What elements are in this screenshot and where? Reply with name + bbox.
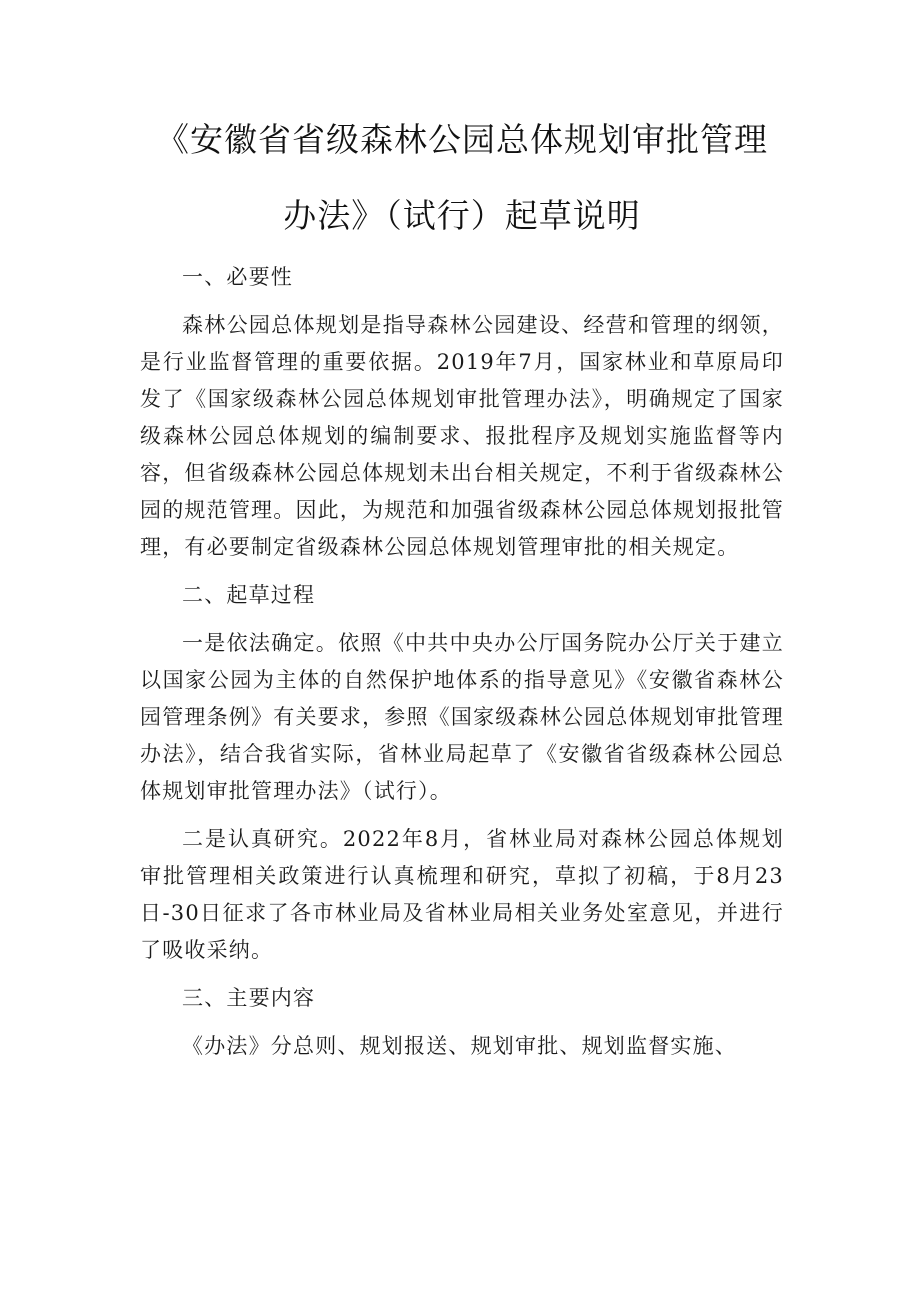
document-title-line-2: 办法》（试行）起草说明 bbox=[283, 196, 641, 235]
paragraph-drafting-research: 二是认真研究。2022年8月，省林业局对森林公园总体规划审批管理相关政策进行认真梳理和研究，草拟了初稿，于8月23日-30日征求了各市林业局及省林业局相关业务处室意见，并进行了吸收采纳。 bbox=[140, 827, 784, 962]
paragraph-drafting-basis: 一是依法确定。依照《中共中央办公厅国务院办公厅关于建立以国家公园为主体的自然保护地体系的指导意见》《安徽省森林公园管理条例》有关要求，参照《国家级森林公园总体规划审批管理办法》，结合我省实际，省林业局起草了《安徽省省级森林公园总体规划审批管理办法》（试行）。 bbox=[140, 631, 784, 803]
section-heading-drafting-process: 二、起草过程 bbox=[182, 583, 316, 607]
paragraph-necessity: 森林公园总体规划是指导森林公园建设、经营和管理的纲领，是行业监督管理的重要依据。2019年7月，国家林业和草原局印发了《国家级森林公园总体规划审批管理办法》，明确规定了国家级森林公园总体规划的编制要求、报批程序及规划实施监督等内容，但省级森林公园总体规划未出台相关规定，不利于省级森林公园的规范管理。因此，为规范和加强省级森林公园总体规划报批管理，有必要制定省级森林公园总体规划管理审批的相关规定。 bbox=[140, 313, 784, 559]
document-body bbox=[140, 259, 784, 1065]
section-heading-main-content: 三、主要内容 bbox=[182, 986, 316, 1010]
paragraph-main-content: 《办法》分总则、规划报送、规划审批、规划监督实施、 bbox=[182, 1034, 737, 1058]
section-heading-necessity: 一、必要性 bbox=[182, 265, 293, 289]
document-title-line-1: 《安徽省省级森林公园总体规划审批管理 bbox=[156, 120, 768, 159]
